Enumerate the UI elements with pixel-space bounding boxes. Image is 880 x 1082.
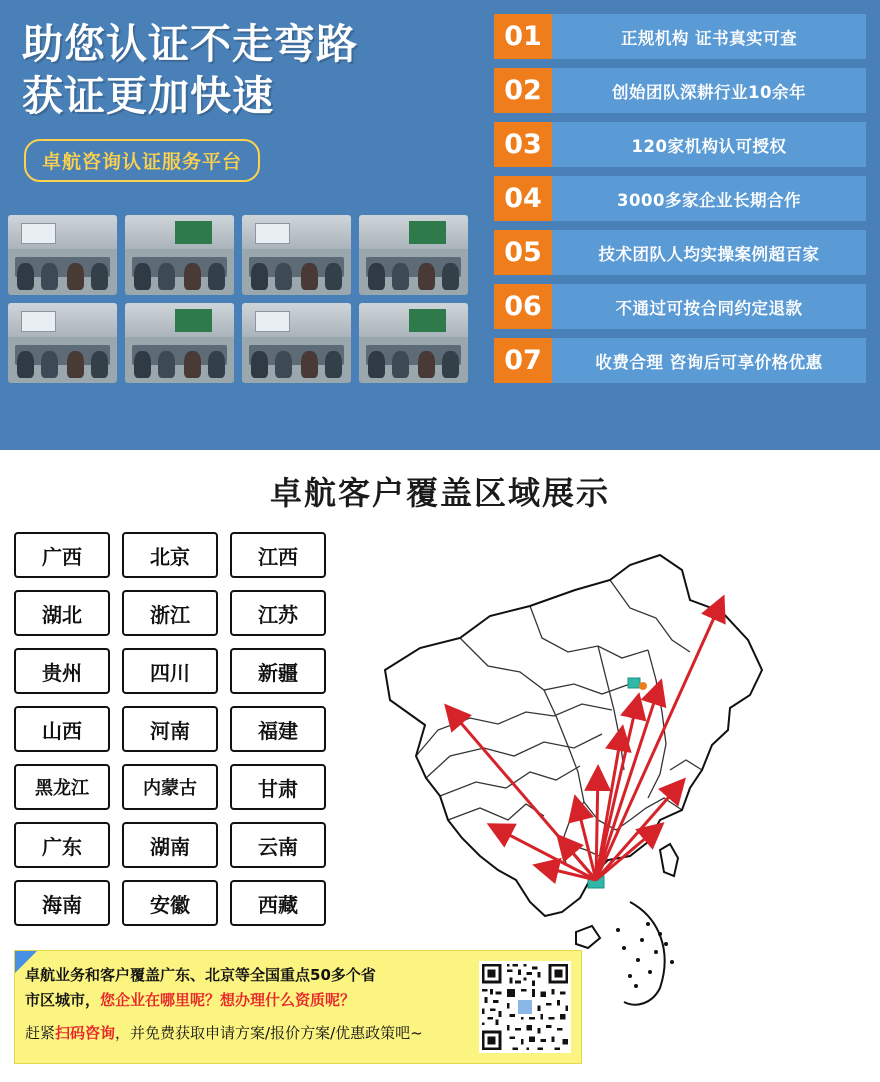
gallery-photo [359, 303, 468, 383]
feature-text: 技术团队人均实操案例超百家 [552, 230, 866, 275]
feature-text: 3000多家企业长期合作 [552, 176, 866, 221]
province-chip: 新疆 [230, 648, 326, 694]
feature-number: 04 [494, 176, 552, 221]
feature-list [494, 14, 866, 392]
province-chip: 江西 [230, 532, 326, 578]
province-chip: 四川 [122, 648, 218, 694]
cta-line-2-highlight: 您企业在哪里呢？想办理什么资质呢？ [100, 991, 356, 1010]
map-beijing-dot [639, 682, 647, 690]
feature-number: 03 [494, 122, 552, 167]
feature-number: 06 [494, 284, 552, 329]
province-chip: 黑龙江 [14, 764, 110, 810]
province-chip: 江苏 [230, 590, 326, 636]
feature-text: 创始团队深耕行业10余年 [552, 68, 866, 113]
qr-code-icon[interactable] [479, 961, 571, 1053]
coverage-section [0, 450, 880, 1082]
province-chip: 北京 [122, 532, 218, 578]
gallery-photo [125, 215, 234, 295]
province-chip: 广东 [14, 822, 110, 868]
photo-gallery [8, 215, 478, 383]
province-chip: 湖南 [122, 822, 218, 868]
province-chip: 海南 [14, 880, 110, 926]
feature-text: 120家机构认可授权 [552, 122, 866, 167]
map-beijing-marker [628, 678, 640, 688]
page-title [22, 18, 486, 123]
cta-line-3-suffix: ，并免费获取申请方案/报价方案/优惠政策吧~ [115, 1023, 423, 1042]
province-chip: 河南 [122, 706, 218, 752]
corner-flag-icon [15, 951, 37, 973]
province-chip: 甘肃 [230, 764, 326, 810]
feature-row [494, 68, 866, 113]
china-map-svg [330, 520, 870, 1010]
feature-text: 收费合理 咨询后可享价格优惠 [552, 338, 866, 383]
province-chip: 西藏 [230, 880, 326, 926]
province-chip: 湖北 [14, 590, 110, 636]
cta-line-1: 卓航业务和客户覆盖广东、北京等全国重点50多个省 [25, 966, 376, 984]
cta-banner [14, 950, 582, 1064]
feature-number: 01 [494, 14, 552, 59]
map-outline [385, 555, 762, 916]
china-map [330, 520, 870, 1010]
province-chip: 云南 [230, 822, 326, 868]
feature-row [494, 230, 866, 275]
gallery-photo [242, 215, 351, 295]
gallery-photo [359, 215, 468, 295]
province-chip: 山西 [14, 706, 110, 752]
province-chip: 安徽 [122, 880, 218, 926]
feature-row [494, 176, 866, 221]
feature-number: 05 [494, 230, 552, 275]
gallery-photo [125, 303, 234, 383]
map-taiwan [660, 844, 678, 876]
province-chip: 广西 [14, 532, 110, 578]
cta-line-3-prefix: 赶紧 [25, 1023, 56, 1042]
province-chip: 贵州 [14, 648, 110, 694]
map-hainan [576, 926, 600, 948]
feature-number: 07 [494, 338, 552, 383]
top-section [0, 0, 880, 450]
map-south-sea-line [624, 902, 665, 1005]
feature-text: 正规机构 证书真实可查 [552, 14, 866, 59]
section-title: 卓航客户覆盖区域展示 [269, 474, 610, 512]
headline-line-1: 助您认证不走弯路 [22, 20, 358, 68]
province-chip: 内蒙古 [122, 764, 218, 810]
province-chip: 福建 [230, 706, 326, 752]
feature-row [494, 284, 866, 329]
province-chip: 浙江 [122, 590, 218, 636]
province-grid [14, 532, 324, 926]
gallery-photo [242, 303, 351, 383]
feature-number: 02 [494, 68, 552, 113]
feature-row [494, 122, 866, 167]
headline-line-2: 获证更加快速 [22, 72, 274, 121]
platform-badge: 卓航咨询认证服务平台 [24, 139, 260, 182]
feature-text: 不通过可按合同约定退款 [552, 284, 866, 329]
cta-line-2-prefix: 市区城市， [25, 991, 101, 1010]
feature-row [494, 338, 866, 383]
gallery-photo [8, 215, 117, 295]
gallery-photo [8, 303, 117, 383]
feature-row [494, 14, 866, 59]
cta-line-3-highlight: 扫码咨询 [55, 1023, 116, 1042]
